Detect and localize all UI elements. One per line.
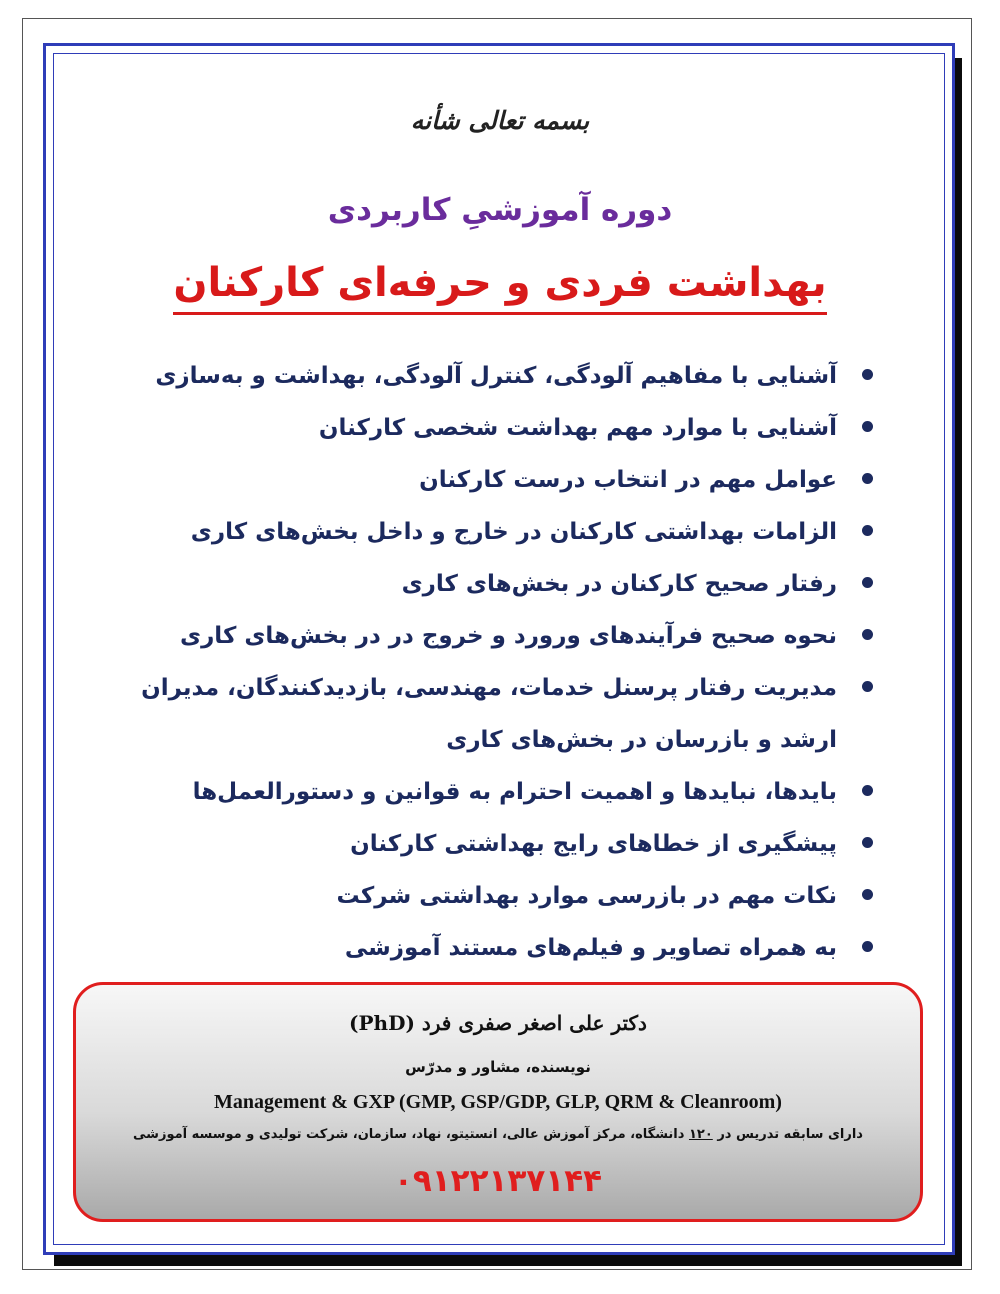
bullet-icon [862,681,873,692]
topic-text: آشنایی با مفاهیم آلودگی، کنترل آلودگی، بهداشت و به‌سازی [155,363,837,389]
topic-text: بایدها، نبایدها و اهمیت احترام به قوانین و دستورالعمل‌ها [192,779,837,805]
phone-number[interactable]: ۰۹۱۲۲۱۳۷۱۴۴ [393,1163,603,1199]
bullet-icon [862,473,873,484]
instructor-roles: نویسنده، مشاور و مدرّس [405,1058,591,1076]
topic-text: پیشگیری از خطاهای رایج بهداشتی کارکنان [350,831,837,857]
teaching-prefix: دارای سابقه تدریس در [717,1127,863,1142]
header-calligraphy: بسمه تعالی شأنه [410,106,590,135]
topic-item [135,350,875,402]
teaching-count: ۱۲۰ [688,1127,713,1142]
topic-text: نکات مهم در بازرسی موارد بهداشتی شرکت [336,883,837,909]
topic-item [135,402,875,454]
topic-text: عوامل مهم در انتخاب درست کارکنان [419,467,837,493]
bullet-icon [862,369,873,380]
topic-item [135,662,875,766]
topic-text: آشنایی با موارد مهم بهداشت شخصی کارکنان [318,415,837,441]
course-title: بهداشت فردی و حرفه‌ای کارکنان [173,258,826,315]
instructor-info-box [73,982,923,1222]
topic-list [135,350,875,974]
teaching-experience [76,1127,920,1142]
bullet-icon [862,837,873,848]
topic-item [135,922,875,974]
topic-text: به همراه تصاویر و فیلم‌های مستند آموزشی [344,935,837,961]
course-subtitle: دوره آموزشیِ کاربردی [327,192,673,228]
topic-item [135,558,875,610]
instructor-expertise: Management & GXP (GMP, GSP/GDP, GLP, QRM & Cleanroom) [214,1091,782,1113]
bullet-icon [862,941,873,952]
topic-item [135,870,875,922]
bullet-icon [862,629,873,640]
topic-item [135,506,875,558]
bullet-icon [862,525,873,536]
instructor-name: دکتر علی اصغر صفری فرد (PhD) [349,1011,647,1035]
topic-item [135,818,875,870]
topic-text: الزامات بهداشتی کارکنان در خارج و داخل بخش‌های کاری [190,519,837,545]
bullet-icon [862,785,873,796]
bullet-icon [862,577,873,588]
teaching-suffix: دانشگاه، مرکز آموزش عالی، انستیتو، نهاد، سازمان، شرکت تولیدی و موسسه آموزشی [133,1127,685,1142]
topic-text: مدیریت رفتار پرسنل خدمات، مهندسی، بازدیدکنندگان، مدیران ارشد و بازرسان در بخش‌های کاری [141,675,837,753]
topic-item [135,766,875,818]
topic-text: رفتار صحیح کارکنان در بخش‌های کاری [401,571,837,597]
topic-text: نحوه صحیح فرآیندهای ورورد و خروج در در بخش‌های کاری [179,623,837,649]
course-title-wrap [0,258,1000,315]
topic-item [135,610,875,662]
bullet-icon [862,421,873,432]
bullet-icon [862,889,873,900]
topic-item [135,454,875,506]
